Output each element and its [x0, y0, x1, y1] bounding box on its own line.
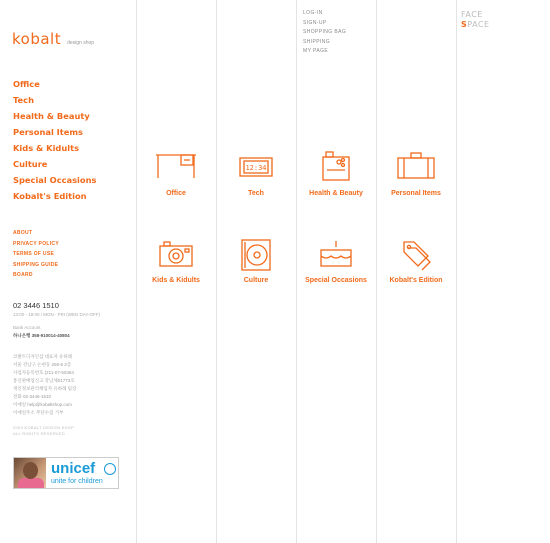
shopping-bag-link[interactable]: SHOPPING BAG	[303, 29, 347, 35]
category-nav-office[interactable]: Office	[13, 79, 40, 89]
face-space-line1: FACE	[461, 10, 483, 19]
signup-link[interactable]: SIGN-UP	[303, 19, 327, 26]
category-nav-personal-items[interactable]: Personal Items	[13, 127, 83, 137]
category-tech[interactable]	[216, 150, 296, 200]
user-nav	[303, 9, 346, 57]
business-info-line: 전화 02-3446-1510	[13, 394, 51, 399]
category-nav	[13, 78, 96, 206]
logo[interactable]	[12, 30, 94, 48]
category-label: Special Occasions	[305, 277, 367, 284]
bottles-icon	[321, 150, 351, 182]
category-nav-health-beauty[interactable]: Health & Beauty	[13, 111, 90, 121]
shipping-link[interactable]: SHIPPING	[303, 38, 331, 45]
category-label: Kobalt's Edition	[389, 277, 443, 284]
tags-icon	[400, 238, 432, 272]
copyright-line: 2009 KOBALT DESIGN SHOP	[13, 425, 75, 430]
category-nav-tech[interactable]: Tech	[13, 95, 35, 105]
business-info-line: 이메일주소 무단수집 거부	[13, 410, 64, 415]
phone-number: 02 3446 1510	[13, 301, 59, 310]
logo-tagline: design shop	[67, 40, 95, 46]
business-info-line: 이메일 help@kobaltshop.com	[13, 402, 72, 407]
info-nav	[13, 229, 59, 282]
about-link[interactable]: ABOUT	[13, 230, 33, 236]
unicef-logo-text: unicef	[51, 460, 96, 477]
copyright-line: ALL RIGHTS RESERVED	[13, 431, 65, 436]
globe-icon	[104, 463, 116, 475]
bank-account-label: Bank Account	[13, 325, 41, 330]
login-link[interactable]: LOG-IN	[303, 10, 323, 16]
business-info	[13, 353, 76, 417]
category-nav-kids-kidults[interactable]: Kids & Kidults	[13, 143, 80, 153]
category-special-occasions[interactable]	[296, 238, 376, 288]
shipping-guide-link[interactable]: SHIPPING GUIDE	[13, 261, 59, 268]
business-hours: 13:00 - 18:00 / MON - FRI (WED DAY-OFF)	[13, 312, 101, 317]
business-info-line: 개인정보관리책임자 유하례 팀장	[13, 386, 77, 391]
category-nav-special-occasions[interactable]: Special Occasions	[13, 175, 97, 185]
bank-account-number: 하나은행 358-910014-40804	[13, 333, 70, 338]
desk-icon	[155, 150, 197, 180]
category-label: Kids & Kidults	[152, 277, 200, 284]
category-culture[interactable]	[216, 238, 296, 288]
category-kids-kidults[interactable]	[136, 238, 216, 288]
category-label: Office	[166, 190, 186, 197]
copyright	[13, 425, 74, 437]
business-info-line: 서울 강남구 논현동 256-6 2층	[13, 362, 72, 367]
category-personal-items[interactable]	[376, 150, 456, 200]
category-health-beauty[interactable]	[296, 150, 376, 200]
category-label: Personal Items	[391, 190, 441, 197]
category-nav-culture[interactable]: Culture	[13, 159, 48, 169]
unicef-tagline: unite for children	[51, 478, 103, 485]
cake-icon	[318, 238, 354, 270]
category-kobalts-edition[interactable]	[376, 238, 456, 288]
board-link[interactable]: BOARD	[13, 272, 33, 279]
category-nav-kobalts-edition[interactable]: Kobalt's Edition	[13, 191, 87, 201]
briefcase-icon	[396, 150, 436, 180]
sidebar	[0, 0, 136, 543]
category-office[interactable]	[136, 150, 216, 200]
face-space-line2: PACE	[467, 20, 490, 29]
business-info-line: 사업자등록번호 (211-07-50364	[13, 370, 74, 375]
camera-icon	[158, 238, 194, 270]
column-divider	[456, 0, 457, 543]
face-space-logo[interactable]	[461, 10, 490, 30]
my-page-link[interactable]: MY PAGE	[303, 48, 329, 54]
face-space-s: S	[461, 20, 468, 29]
privacy-policy-link[interactable]: PRIVACY POLICY	[13, 240, 59, 247]
business-info-line: 통신판매업신고 강남제01773호	[13, 378, 75, 383]
logo-wordmark[interactable]: kobalt	[12, 30, 62, 48]
unicef-banner[interactable]	[13, 457, 119, 489]
category-label: Health & Beauty	[309, 190, 363, 197]
digital-clock-icon	[239, 150, 273, 180]
category-label: Tech	[248, 190, 264, 197]
child-photo	[14, 458, 46, 488]
cd-icon	[240, 238, 272, 272]
business-info-line: 코발트디자인샵 대표자 유하례	[13, 354, 73, 359]
svg-text:12:34: 12:34	[245, 164, 267, 172]
category-label: Culture	[243, 277, 269, 284]
terms-of-use-link[interactable]: TERMS OF USE	[13, 251, 55, 258]
